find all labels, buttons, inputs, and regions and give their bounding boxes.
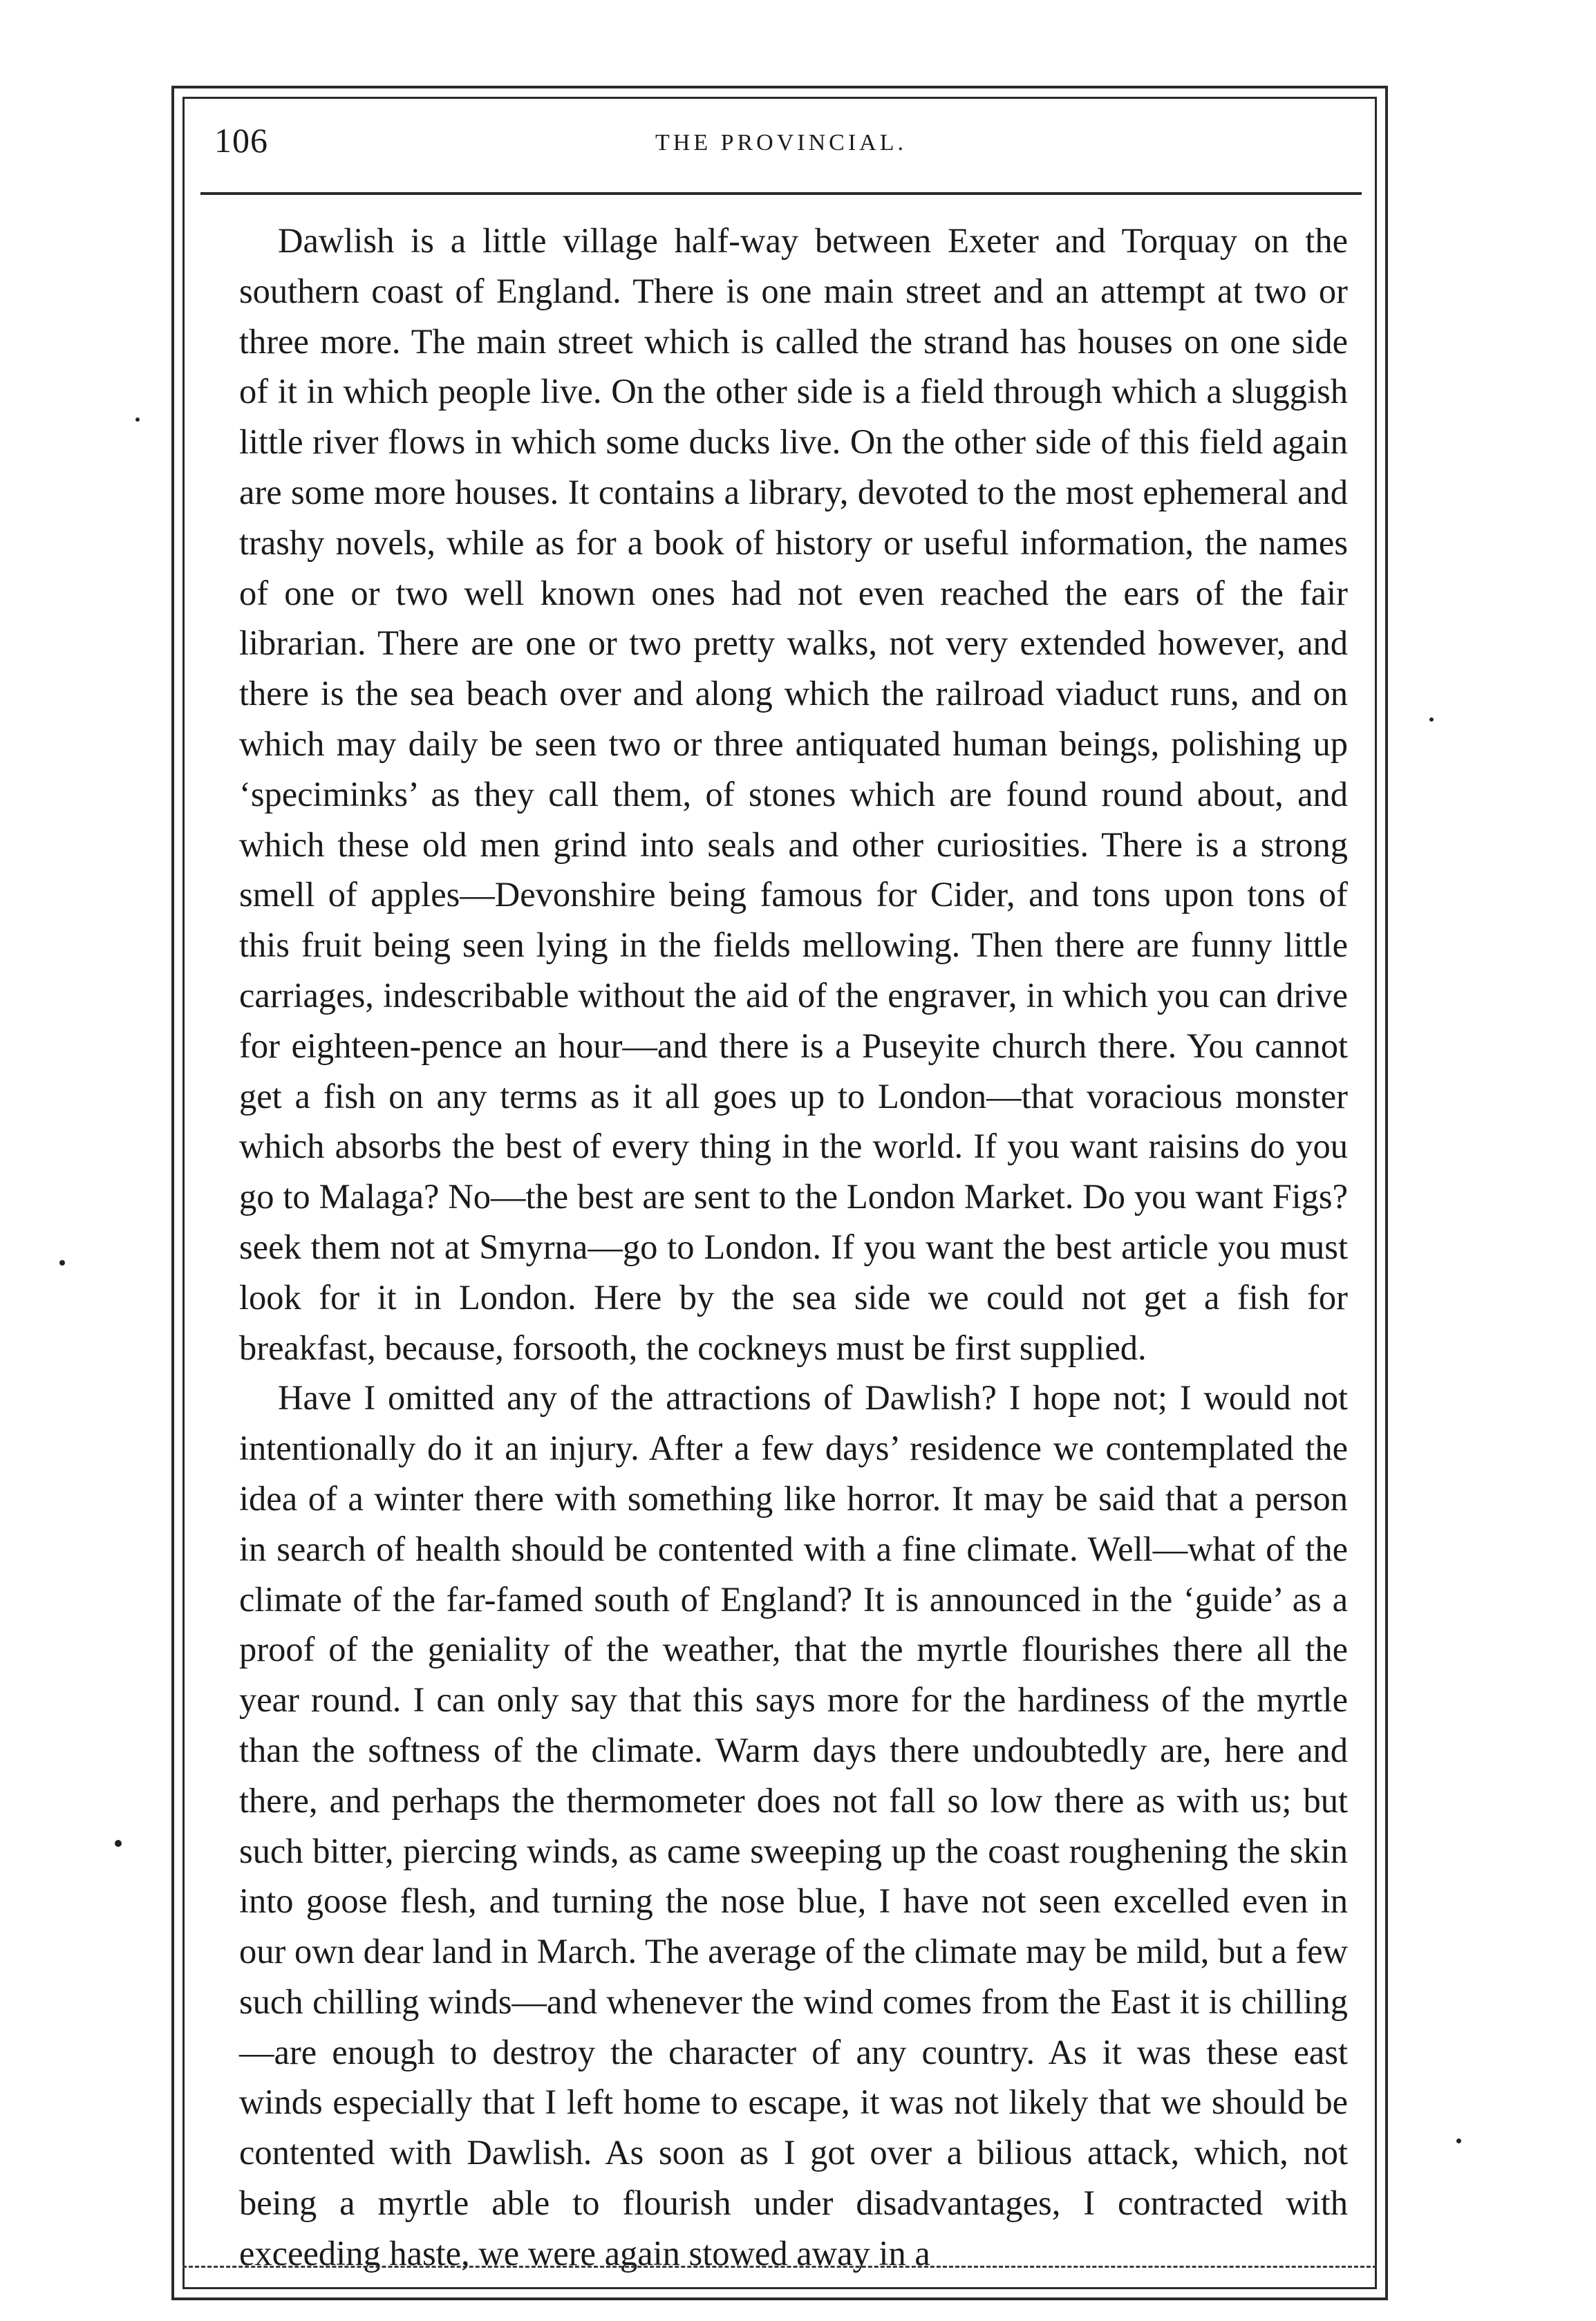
header-rule [200, 192, 1362, 195]
scan-speck [1456, 2139, 1461, 2143]
body-text [239, 216, 1348, 2279]
scan-speck [135, 417, 140, 422]
page-header [214, 118, 1348, 180]
page-number: 106 [214, 121, 268, 160]
footer-rule [182, 2266, 1377, 2268]
scan-speck [115, 1840, 122, 1847]
running-head: THE PROVINCIAL. [655, 130, 907, 156]
scan-speck [59, 1260, 65, 1266]
paragraph: Dawlish is a little village half-way between Exeter and Torquay on the southern coast of England. There is one main street and an attempt at two or three more. The main street which is called the strand has houses on one side of it in which people live. On the other side is a field through which a sluggish little river flows in which some ducks live. On the other side of this field again are some more houses. It contains a library, devoted to the most ephemeral and trashy novels, while as for a book of history or useful information, the names of one or two well known ones had not even reached the ears of the fair librarian. There are one or two pretty walks, not very extended however, and there is the sea beach over and along which the railroad viaduct runs, and on which may daily be seen two or three antiquated human beings, polishing up ‘speciminks’ as they call them, of stones which are found round about, and which these old men grind into seals and other curiosities. There is a strong smell of apples—Devonshire being famous for Cider, and tons upon tons of this fruit being seen lying in the fields mellowing. Then there are funny little carriages, indescribable without the aid of the engraver, in which you can drive for eighteen-pence an hour—and there is a Puseyite church there. You cannot get a fish on any terms as it all goes up to London—that voracious monster which absorbs the best of every thing in the world. If you want raisins do you go to Malaga? No—the best are sent to the London Market. Do you want Figs? seek them not at Smyrna—go to London. If you want the best article you must look for it in London. Here by the sea side we could not get a fish for breakfast, because, forsooth, the cockneys must be first supplied. [239, 221, 1348, 1367]
scan-speck [1429, 717, 1434, 722]
paragraph: Have I omitted any of the attractions of Dawlish? I hope not; I would not intentionally do it an injury. After a few days’ residence we contemplated the idea of a winter there with something like horror. It may be said that a person in search of health should be contented with a fine climate. Well—what of the climate of the far-famed south of England? It is announced in the ‘guide’ as a proof of the geniality of the weather, that the myrtle flourishes there all the year round. I can only say that this says more for the hardiness of the myrtle than the softness of the climate. Warm days there undoubtedly are, here and there, and perhaps the thermometer does not fall so low there as with us; but such bitter, piercing winds, as came sweeping up the coast roughening the skin into goose flesh, and turning the nose blue, I have not seen excelled even in our own dear land in March. The average of the climate may be mild, but a few such chilling winds—and whenever the wind comes from the East it is chilling—are enough to destroy the character of any country. As it was these east winds especially that I left home to escape, it was not likely that we should be contented with Dawlish. As soon as I got over a bilious attack, which, not being a myrtle able to flourish under disadvantages, I contracted with exceeding haste, we were again stowed away in a [239, 1378, 1348, 2273]
